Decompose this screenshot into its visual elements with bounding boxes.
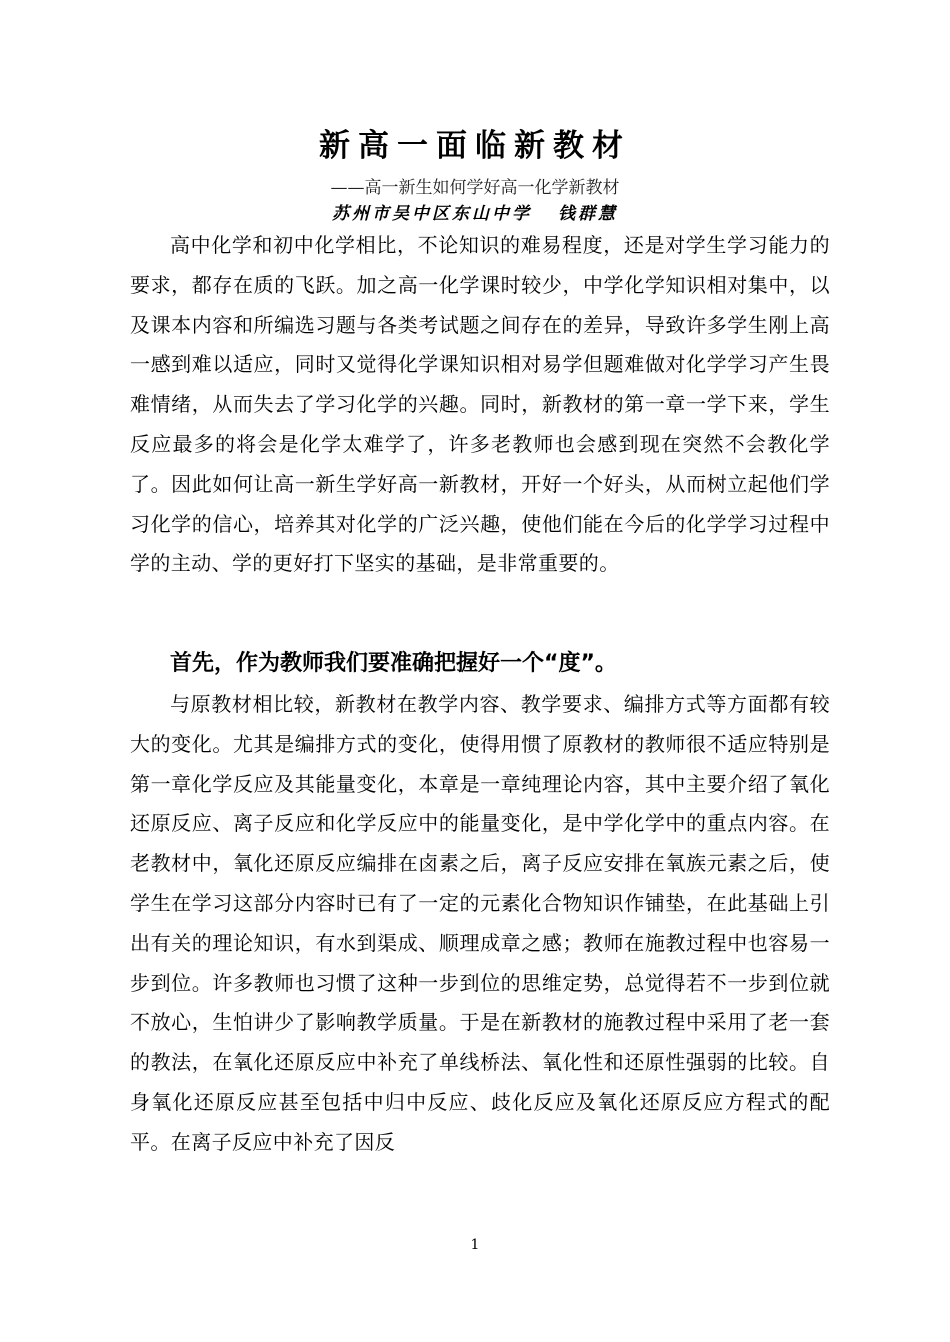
document-subtitle: ——高一新生如何学好高一化学新教材 <box>330 178 620 198</box>
page-number: 1 <box>470 1237 480 1253</box>
author-line <box>0 202 950 226</box>
body-paragraph-intro: 高中化学和初中化学相比，不论知识的难易程度，还是对学生学习能力的要求，都存在质的飞跃。加之高一化学课时较少，中学化学知识相对集中，以及课本内容和所编选习题与各类考试题之间存在的差异，导致许多学生刚上高一感到难以适应，同时又觉得化学课知识相对易学但题难做对化学学习产生畏难情绪，从而失去了学习化学的兴趣。同时，新教材的第一章一学下来，学生反应最多的将会是化学太难学了，许多老教师也会感到现在突然不会教化学了。因此如何让高一新生学好高一新教材，开好一个好头，从而树立起他们学习化学的信心，培养其对化学的广泛兴趣，使他们能在今后的化学学习过程中学的主动、学的更好打下坚实的基础，是非常重要的。 <box>130 233 830 576</box>
author-school: 苏州市吴中区东山中学 <box>332 204 532 224</box>
document-title: 新高一面临新教材 <box>319 128 631 164</box>
section-heading: 首先，作为教师我们要准确把握好一个“度”。 <box>170 651 617 676</box>
author-name: 钱群慧 <box>558 204 618 224</box>
body-paragraph-comparison: 与原教材相比较，新教材在教学内容、教学要求、编排方式等方面都有较大的变化。尤其是编排方式的变化，使得用惯了原教材的教师很不适应特别是第一章化学反应及其能量变化，本章是一章纯理论内容，其中主要介绍了氧化还原反应、离子反应和化学反应中的能量变化，是中学化学中的重点内容。在老教材中，氧化还原反应编排在卤素之后，离子反应安排在氧族元素之后，使学生在学习这部分内容时已有了一定的元素化合物知识作铺垫，在此基础上引出有关的理论知识，有水到渠成、顺理成章之感；教师在施教过程中也容易一步到位。许多教师也习惯了这种一步到位的思维定势，总觉得若不一步到位就不放心，生怕讲少了影响教学质量。于是在新教材的施教过程中采用了老一套的教法，在氧化还原反应中补充了单线桥法、氧化性和还原性强弱的比较。自身氧化还原反应甚至包括中归中反应、歧化反应及氧化还原反应方程式的配平。在离子反应中补充了因反 <box>130 692 830 1154</box>
